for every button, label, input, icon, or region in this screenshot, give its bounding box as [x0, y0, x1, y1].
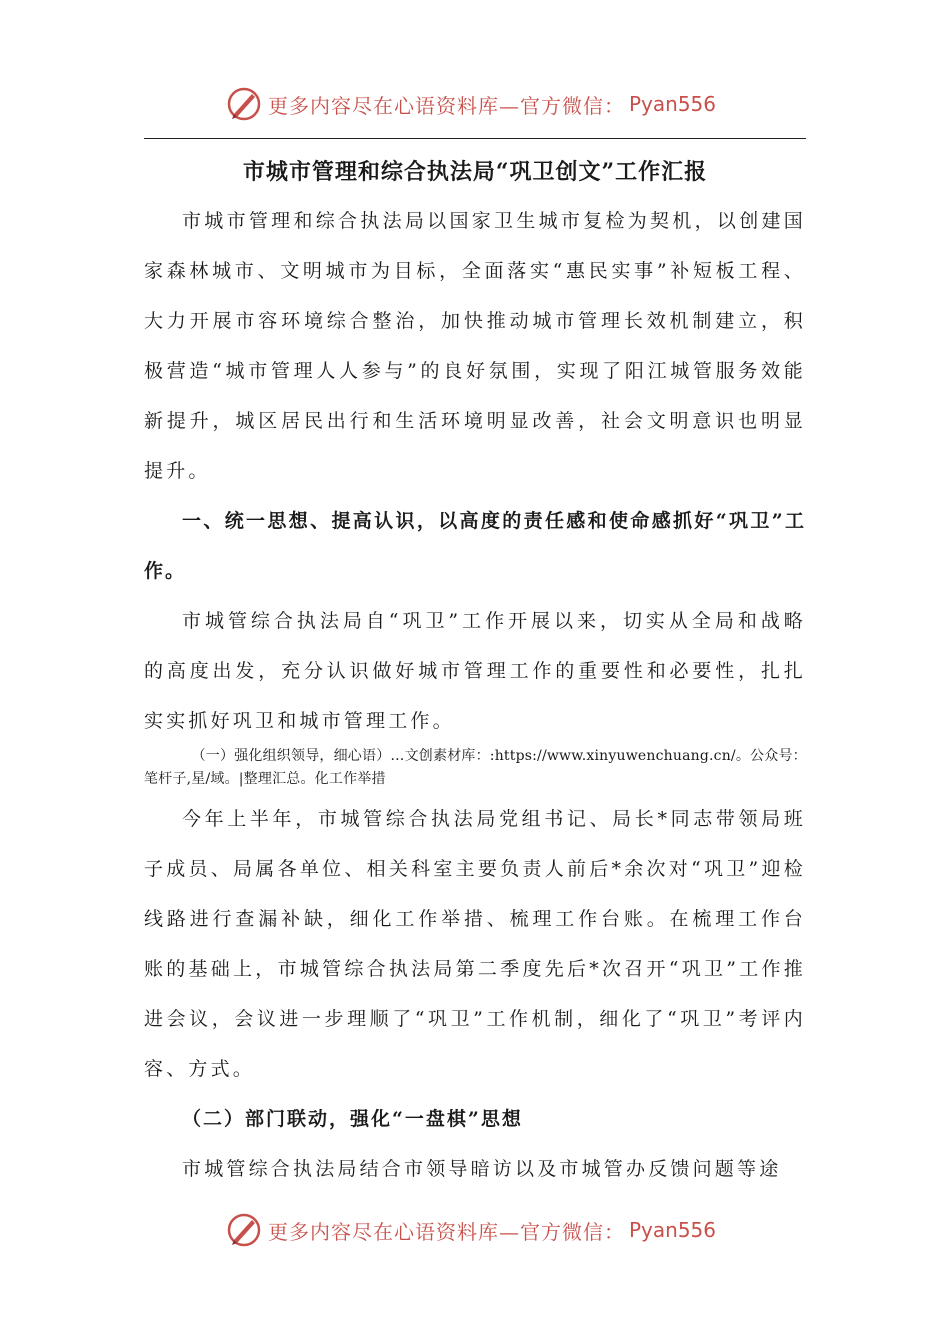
banner-text: 更多内容尽在心语资料库—官方微信： — [268, 93, 625, 118]
inline-note: （一）强化组织领导，细心语）…文创素材库：:https://www.xinyuwenchuang.cn/。公众号：笔杆子,星/域。|整理汇总。化工作举措 — [144, 748, 807, 787]
pen-logo-icon — [226, 1212, 262, 1248]
header-divider — [144, 138, 806, 139]
paragraph-2: 市城管综合执法局自“巩卫”工作开展以来，切实从全局和战略的高度出发，充分认识做好城市管理工作的重要性和必要性，扎扎实实抓好巩卫和城市管理工作。 — [144, 610, 806, 732]
footer-watermark-banner — [226, 1210, 726, 1250]
intro-paragraph: 市城市管理和综合执法局以国家卫生城市复检为契机，以创建国家森林城市、文明城市为目标，全面落实“惠民实事”补短板工程、大力开展市容环境综合整治，加快推动城市管理长效机制建立，积极营造“城市管理人人参与”的良好氛围，实现了阳江城管服务效能新提升，城区居民出行和生活环境明显改善，社会文明意识也明显提升。 — [144, 210, 806, 482]
pen-logo-icon — [226, 86, 262, 122]
paragraph-3: 今年上半年，市城管综合执法局党组书记、局长*同志带领局班子成员、局属各单位、相关科室主要负责人前后*余次对“巩卫”迎检线路进行查漏补缺，细化工作举措、梳理工作台账。在梳理工作台账的基础上，市城管综合执法局第二季度先后*次召开“巩卫”工作推进会议，会议进一步理顺了“巩卫”工作机制，细化了“巩卫”考评内容、方式。 — [144, 808, 806, 1080]
subsection-heading-2: （二）部门联动，强化“一盘棋”思想 — [182, 1108, 523, 1130]
document-title: 市城市管理和综合执法局“巩卫创文”工作汇报 — [242, 159, 708, 185]
paragraph-4: 市城管综合执法局结合市领导暗访以及市城管办反馈问题等途 — [182, 1158, 782, 1180]
banner-handle: Pyan556 — [629, 1218, 717, 1242]
header-watermark-banner — [226, 84, 726, 124]
banner-handle: Pyan556 — [629, 92, 717, 116]
section-heading-1: 一、统一思想、提高认识，以高度的责任感和使命感抓好“巩卫”工作。 — [144, 510, 806, 582]
banner-text: 更多内容尽在心语资料库—官方微信： — [268, 1219, 625, 1244]
